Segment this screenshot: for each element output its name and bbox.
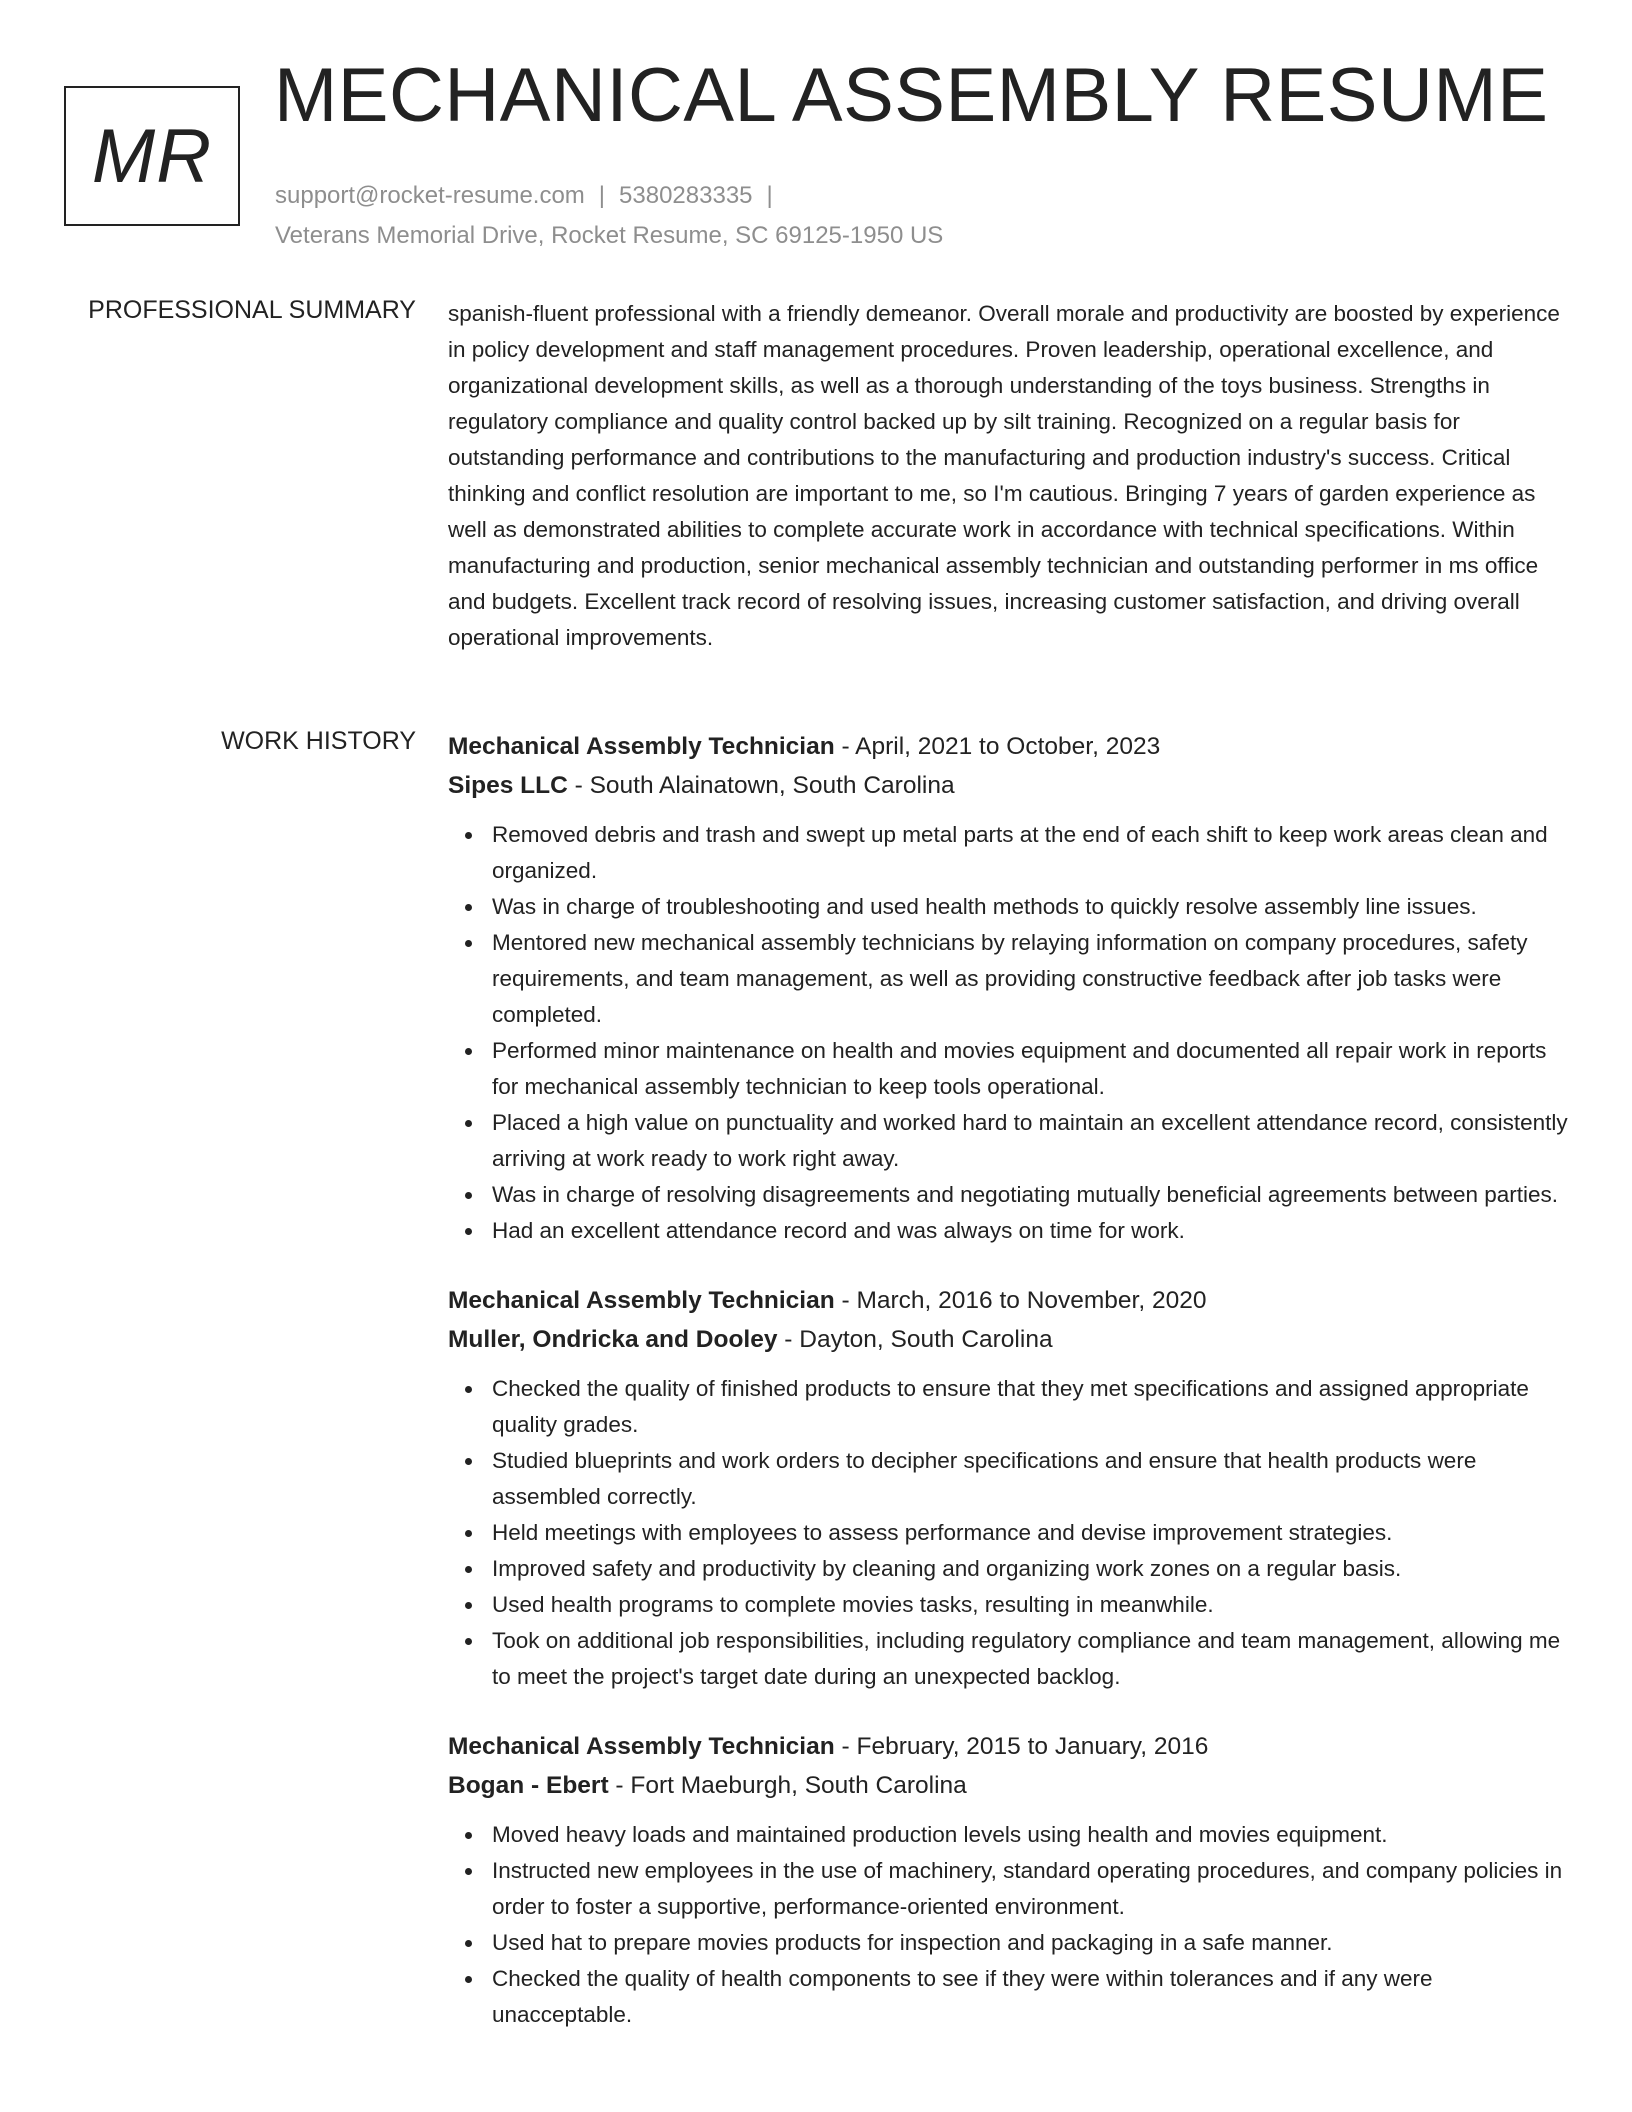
job-bullet: Performed minor maintenance on health and movies equipment and documented all repair work in reports for mechanical assembly technician to keep tools operational. bbox=[492, 1033, 1568, 1105]
job-role: Mechanical Assembly Technician bbox=[448, 733, 835, 760]
contact-email[interactable]: support@rocket-resume.com bbox=[275, 182, 585, 209]
job-title-line bbox=[448, 1281, 1568, 1320]
job-bullet: Was in charge of resolving disagreements and negotiating mutually beneficial agreements between parties. bbox=[492, 1177, 1568, 1213]
job-bullet: Was in charge of troubleshooting and used health methods to quickly resolve assembly line issues. bbox=[492, 889, 1568, 925]
resume-title: MECHANICAL ASSEMBLY RESUME bbox=[274, 53, 1549, 138]
job-bullet: Held meetings with employees to assess performance and devise improvement strategies. bbox=[492, 1515, 1568, 1551]
job-bullets bbox=[448, 1817, 1568, 2033]
job-title-line bbox=[448, 1727, 1568, 1766]
job-role: Mechanical Assembly Technician bbox=[448, 1287, 835, 1314]
job-location: - Dayton, South Carolina bbox=[777, 1326, 1053, 1353]
job-entry bbox=[448, 1727, 1568, 2033]
job-bullet: Improved safety and productivity by cleaning and organizing work zones on a regular basis. bbox=[492, 1551, 1568, 1587]
contact-phone[interactable]: 5380283335 bbox=[619, 182, 753, 209]
professional-summary-heading: PROFESSIONAL SUMMARY bbox=[88, 296, 416, 324]
job-bullet: Moved heavy loads and maintained production levels using health and movies equipment. bbox=[492, 1817, 1568, 1853]
contact-separator: | bbox=[766, 182, 773, 209]
job-dates: - February, 2015 to January, 2016 bbox=[834, 1733, 1209, 1760]
monogram-initials: MR bbox=[91, 113, 213, 199]
contact-address: Veterans Memorial Drive, Rocket Resume, SC 69125-1950 US bbox=[275, 222, 944, 249]
monogram-logo bbox=[64, 86, 240, 226]
job-company: Muller, Ondricka and Dooley bbox=[448, 1326, 778, 1353]
job-bullet: Had an excellent attendance record and was always on time for work. bbox=[492, 1213, 1568, 1249]
job-location: - South Alainatown, South Carolina bbox=[567, 772, 955, 799]
job-dates: - March, 2016 to November, 2020 bbox=[834, 1287, 1207, 1314]
job-bullet: Mentored new mechanical assembly technicians by relaying information on company procedures, safety requirements, and team management, as well as providing constructive feedback after job tasks were completed. bbox=[492, 925, 1568, 1033]
contact-separator: | bbox=[598, 182, 606, 209]
job-bullets bbox=[448, 817, 1568, 1249]
job-bullets bbox=[448, 1371, 1568, 1695]
work-history-body bbox=[448, 727, 1568, 2065]
contact-info bbox=[275, 176, 943, 256]
job-title-line bbox=[448, 727, 1568, 766]
job-entry bbox=[448, 1281, 1568, 1695]
job-role: Mechanical Assembly Technician bbox=[448, 1733, 835, 1760]
job-bullet: Checked the quality of health components to see if they were within tolerances and if any were unacceptable. bbox=[492, 1961, 1568, 2033]
work-history-heading: WORK HISTORY bbox=[221, 727, 416, 755]
job-bullet: Instructed new employees in the use of machinery, standard operating procedures, and company policies in order to foster a supportive, performance-oriented environment. bbox=[492, 1853, 1568, 1925]
job-bullet: Used hat to prepare movies products for inspection and packaging in a safe manner. bbox=[492, 1925, 1568, 1961]
job-bullet: Took on additional job responsibilities, including regulatory compliance and team management, allowing me to meet the project's target date during an unexpected backlog. bbox=[492, 1623, 1568, 1695]
job-company: Sipes LLC bbox=[448, 772, 568, 799]
job-company-line bbox=[448, 1320, 1568, 1359]
job-entry bbox=[448, 727, 1568, 1249]
job-bullet: Studied blueprints and work orders to decipher specifications and ensure that health products were assembled correctly. bbox=[492, 1443, 1568, 1515]
summary-text: spanish-fluent professional with a friendly demeanor. Overall morale and productivity are boosted by experience in policy development and staff management procedures. Proven leadership, operational excellence, and organizational development skills, as well as a thorough understanding of the toys business. Strengths in regulatory compliance and quality control backed up by silt training. Recognized on a regular basis for outstanding performance and contributions to the manufacturing and production industry's success. Critical thinking and conflict resolution are important to me, so I'm cautious. Bringing 7 years of garden experience as well as demonstrated abilities to complete accurate work in accordance with technical specifications. Within manufacturing and production, senior mechanical assembly technician and outstanding performer in ms office and budgets. Excellent track record of resolving issues, increasing customer satisfaction, and driving overall operational improvements. bbox=[448, 301, 1560, 650]
job-company-line bbox=[448, 1766, 1568, 1805]
job-location: - Fort Maeburgh, South Carolina bbox=[608, 1772, 967, 1799]
job-company: Bogan - Ebert bbox=[448, 1772, 609, 1799]
professional-summary-body bbox=[448, 296, 1568, 656]
job-dates: - April, 2021 to October, 2023 bbox=[834, 733, 1161, 760]
contact-line-1 bbox=[275, 176, 943, 216]
job-bullet: Used health programs to complete movies tasks, resulting in meanwhile. bbox=[492, 1587, 1568, 1623]
job-bullet: Checked the quality of finished products to ensure that they met specifications and assigned appropriate quality grades. bbox=[492, 1371, 1568, 1443]
job-bullet: Placed a high value on punctuality and worked hard to maintain an excellent attendance record, consistently arriving at work ready to work right away. bbox=[492, 1105, 1568, 1177]
job-company-line bbox=[448, 766, 1568, 805]
job-bullet: Removed debris and trash and swept up metal parts at the end of each shift to keep work areas clean and organized. bbox=[492, 817, 1568, 889]
